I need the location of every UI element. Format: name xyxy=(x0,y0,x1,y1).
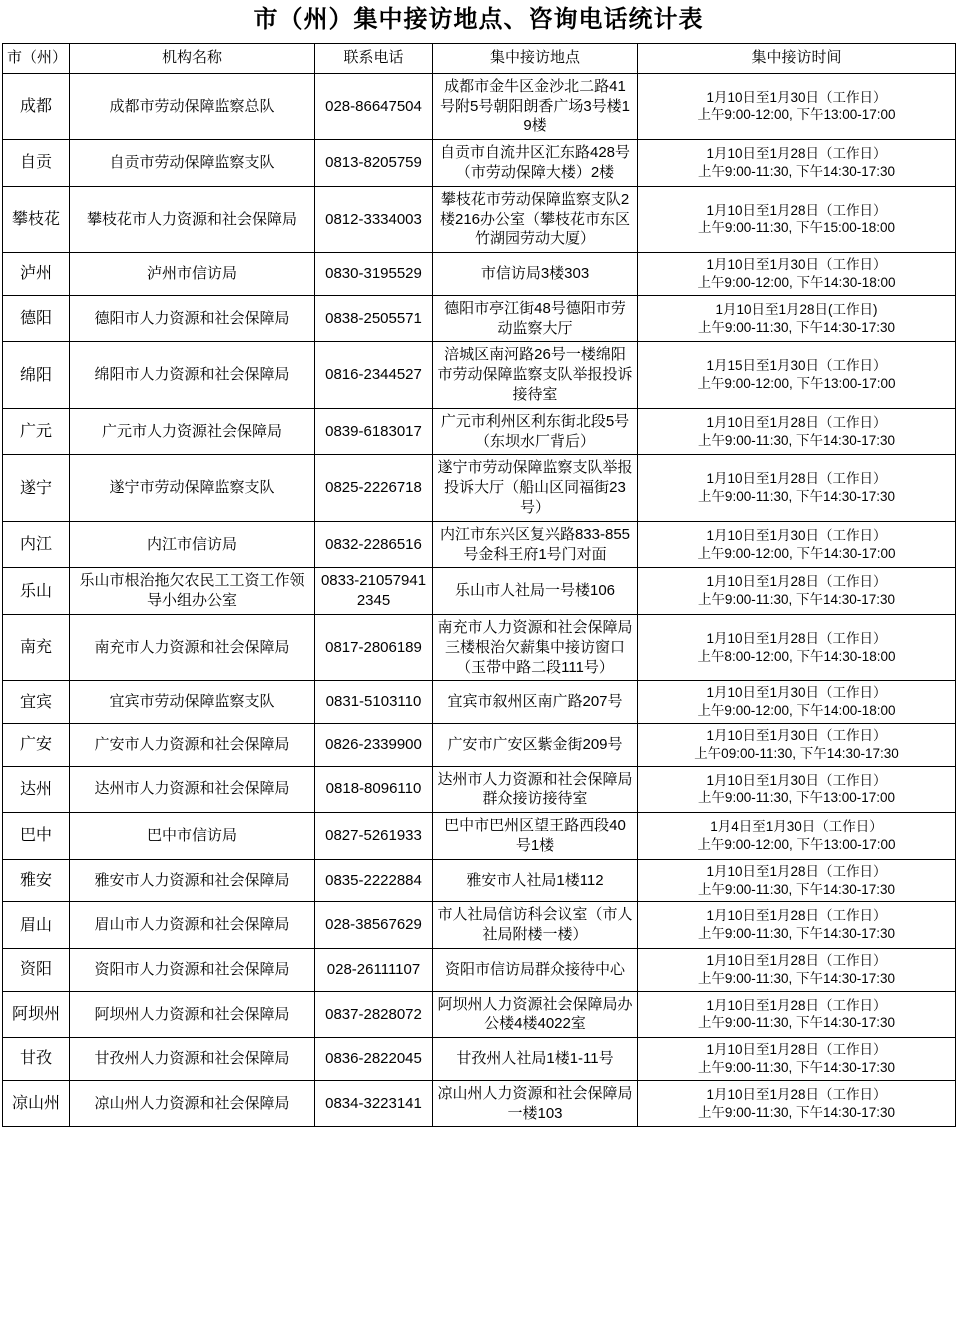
cell-organization: 宜宾市劳动保障监察支队 xyxy=(70,681,315,724)
cell-phone: 0835-2222884 xyxy=(315,859,433,902)
cell-city: 绵阳 xyxy=(3,342,70,408)
cell-location: 达州市人力资源和社会保障局群众接访接待室 xyxy=(433,766,638,813)
cell-time-date-range: 1月10日至1月28日（工作日） xyxy=(706,146,887,162)
cell-phone: 0817-2806189 xyxy=(315,614,433,680)
table-row xyxy=(3,681,956,724)
cell-phone: 0830-3195529 xyxy=(315,253,433,296)
cell-city: 达州 xyxy=(3,766,70,813)
cell-phone: 0816-2344527 xyxy=(315,342,433,408)
column-header-location: 集中接访地点 xyxy=(433,43,638,73)
cell-phone: 0838-2505571 xyxy=(315,295,433,342)
cell-city: 自贡 xyxy=(3,140,70,187)
table-row xyxy=(3,408,956,455)
cell-phone: 028-86647504 xyxy=(315,73,433,139)
cell-time xyxy=(638,902,956,949)
page-title: 市（州）集中接访地点、咨询电话统计表 xyxy=(253,7,704,33)
cell-time-hours: 上午9:00-11:30, 下午14:30-17:30 xyxy=(697,1060,896,1076)
cell-time xyxy=(638,1038,956,1081)
table-row xyxy=(3,1038,956,1081)
cell-city: 巴中 xyxy=(3,813,70,860)
cell-organization: 南充市人力资源和社会保障局 xyxy=(70,614,315,680)
table-row xyxy=(3,766,956,813)
cell-city: 泸州 xyxy=(3,253,70,296)
cell-time xyxy=(638,723,956,766)
cell-organization: 广安市人力资源和社会保障局 xyxy=(70,723,315,766)
cell-time xyxy=(638,568,956,615)
column-header-time: 集中接访时间 xyxy=(638,43,956,73)
cell-time-date-range: 1月10日至1月28日（工作日） xyxy=(706,1042,887,1058)
cell-time xyxy=(638,342,956,408)
cell-time xyxy=(638,859,956,902)
cell-organization: 乐山市根治拖欠农民工工资工作领导小组办公室 xyxy=(70,568,315,615)
cell-location: 成都市金牛区金沙北二路41号附5号朝阳朗香广场3号楼19楼 xyxy=(433,73,638,139)
cell-organization: 内江市信访局 xyxy=(70,521,315,568)
cell-time xyxy=(638,614,956,680)
cell-time-hours: 上午9:00-12:00, 下午14:30-18:00 xyxy=(697,274,896,290)
cell-phone: 0833-210579412345 xyxy=(315,568,433,615)
cell-organization: 绵阳市人力资源和社会保障局 xyxy=(70,342,315,408)
cell-organization: 巴中市信访局 xyxy=(70,813,315,860)
table-row xyxy=(3,902,956,949)
cell-phone: 0839-6183017 xyxy=(315,408,433,455)
column-header-organization: 机构名称 xyxy=(70,43,315,73)
cell-organization: 自贡市劳动保障监察支队 xyxy=(70,140,315,187)
cell-time-date-range: 1月10日至1月30日（工作日） xyxy=(706,527,887,543)
column-header-city: 市（州） xyxy=(3,43,70,73)
table-row xyxy=(3,295,956,342)
table-row xyxy=(3,859,956,902)
cell-organization: 资阳市人力资源和社会保障局 xyxy=(70,949,315,992)
cell-time-hours: 上午8:00-12:00, 下午14:30-18:00 xyxy=(697,648,896,664)
table-row xyxy=(3,521,956,568)
cell-time-date-range: 1月10日至1月28日（工作日） xyxy=(706,953,887,968)
cell-time-date-range: 1月10日至1月28日（工作日） xyxy=(706,202,887,218)
cell-location: 市人社局信访科会议室（市人社局附楼一楼） xyxy=(433,902,638,949)
cell-location: 巴中市巴州区望王路西段40号1楼 xyxy=(433,813,638,860)
cell-city: 宜宾 xyxy=(3,681,70,724)
cell-phone: 0827-5261933 xyxy=(315,813,433,860)
cell-time xyxy=(638,253,956,296)
cell-time xyxy=(638,295,956,342)
cell-time-hours: 上午09:00-11:30, 下午14:30-17:30 xyxy=(694,745,899,761)
cell-time-hours: 上午9:00-11:30, 下午14:30-17:30 xyxy=(697,1015,896,1031)
table-row xyxy=(3,614,956,680)
cell-time-date-range: 1月10日至1月28日（工作日） xyxy=(706,997,887,1013)
cell-time-date-range: 1月10日至1月28日（工作日） xyxy=(706,863,887,879)
cell-time-date-range: 1月10日至1月30日（工作日） xyxy=(706,257,887,273)
table-row xyxy=(3,186,956,252)
cell-phone: 0831-5103110 xyxy=(315,681,433,724)
cell-time xyxy=(638,813,956,860)
cell-time-date-range: 1月10日至1月30日（工作日） xyxy=(706,89,887,105)
cell-time xyxy=(638,455,956,521)
cell-city: 资阳 xyxy=(3,949,70,992)
cell-time xyxy=(638,73,956,139)
table-row xyxy=(3,455,956,521)
cell-city: 遂宁 xyxy=(3,455,70,521)
cell-organization: 德阳市人力资源和社会保障局 xyxy=(70,295,315,342)
cell-time-date-range: 1月10日至1月28日（工作日） xyxy=(706,630,887,646)
cell-organization: 达州市人力资源和社会保障局 xyxy=(70,766,315,813)
cell-location: 自贡市自流井区汇东路428号（市劳动保障大楼）2楼 xyxy=(433,140,638,187)
cell-phone: 0818-8096110 xyxy=(315,766,433,813)
cell-time-date-range: 1月10日至1月28日（工作日） xyxy=(706,414,887,430)
cell-time-hours: 上午9:00-11:30, 下午14:30-17:30 xyxy=(697,926,896,942)
cell-phone: 0836-2822045 xyxy=(315,1038,433,1081)
cell-time-date-range: 1月10日至1月30日（工作日） xyxy=(706,727,887,743)
reception-points-table xyxy=(2,43,956,1128)
cell-location: 阿坝州人力资源社会保障局办公楼4楼4022室 xyxy=(433,991,638,1038)
cell-phone: 028-38567629 xyxy=(315,902,433,949)
cell-phone: 028-26111107 xyxy=(315,949,433,992)
cell-time xyxy=(638,186,956,252)
cell-time-hours: 上午9:00-12:00, 下午14:00-18:00 xyxy=(697,703,896,719)
cell-location: 乐山市人社局一号楼106 xyxy=(433,568,638,615)
cell-organization: 成都市劳动保障监察总队 xyxy=(70,73,315,139)
table-row xyxy=(3,1080,956,1127)
cell-time-hours: 上午9:00-11:30, 下午14:30-17:30 xyxy=(697,970,896,986)
cell-time-hours: 上午9:00-12:00, 下午14:30-17:00 xyxy=(697,545,896,561)
cell-city: 乐山 xyxy=(3,568,70,615)
cell-organization: 阿坝州人力资源和社会保障局 xyxy=(70,991,315,1038)
cell-phone: 0837-2828072 xyxy=(315,991,433,1038)
cell-time-hours: 上午9:00-11:30, 下午14:30-17:30 xyxy=(697,432,896,448)
table-row xyxy=(3,73,956,139)
cell-location: 市信访局3楼303 xyxy=(433,253,638,296)
cell-time-hours: 上午9:00-11:30, 下午14:30-17:30 xyxy=(697,592,896,608)
table-row xyxy=(3,568,956,615)
cell-city: 广安 xyxy=(3,723,70,766)
cell-time-hours: 上午9:00-12:00, 下午13:00-17:00 xyxy=(697,376,896,392)
cell-time-date-range: 1月10日至1月28日（工作日） xyxy=(706,908,887,924)
cell-location: 内江市东兴区复兴路833-855号金科王府1号门对面 xyxy=(433,521,638,568)
cell-location: 雅安市人社局1楼112 xyxy=(433,859,638,902)
table-row xyxy=(3,253,956,296)
cell-city: 攀枝花 xyxy=(3,186,70,252)
cell-city: 眉山 xyxy=(3,902,70,949)
cell-time-date-range: 1月10日至1月28日（工作日） xyxy=(706,471,887,487)
cell-time-hours: 上午9:00-11:30, 下午14:30-17:30 xyxy=(697,489,896,505)
cell-time xyxy=(638,766,956,813)
cell-time-date-range: 1月10日至1月30日（工作日） xyxy=(706,685,887,701)
cell-location: 甘孜州人社局1楼1-11号 xyxy=(433,1038,638,1081)
cell-organization: 泸州市信访局 xyxy=(70,253,315,296)
cell-phone: 0812-3334003 xyxy=(315,186,433,252)
table-row xyxy=(3,723,956,766)
cell-time-date-range: 1月15日至1月30日（工作日） xyxy=(706,358,887,374)
cell-time-date-range: 1月10日至1月28日（工作日） xyxy=(706,1086,887,1102)
table-row xyxy=(3,342,956,408)
cell-time-hours: 上午9:00-11:30, 下午14:30-17:30 xyxy=(697,1104,896,1120)
cell-organization: 攀枝花市人力资源和社会保障局 xyxy=(70,186,315,252)
cell-time-date-range: 1月10日至1月28日（工作日） xyxy=(706,574,887,590)
table-row xyxy=(3,140,956,187)
cell-location: 攀枝花市劳动保障监察支队2楼216办公室（攀枝花市东区竹湖园劳动大厦） xyxy=(433,186,638,252)
cell-phone: 0825-2226718 xyxy=(315,455,433,521)
cell-phone: 0826-2339900 xyxy=(315,723,433,766)
cell-time xyxy=(638,949,956,992)
cell-time xyxy=(638,521,956,568)
cell-organization: 甘孜州人力资源和社会保障局 xyxy=(70,1038,315,1081)
cell-location: 涪城区南河路26号一楼绵阳市劳动保障监察支队举报投诉接待室 xyxy=(433,342,638,408)
cell-city: 内江 xyxy=(3,521,70,568)
cell-time-hours: 上午9:00-11:30, 下午15:00-18:00 xyxy=(697,220,896,236)
cell-location: 凉山州人力资源和社会保障局一楼103 xyxy=(433,1080,638,1127)
cell-city: 阿坝州 xyxy=(3,991,70,1038)
table-header-row xyxy=(3,43,956,73)
cell-organization: 眉山市人力资源和社会保障局 xyxy=(70,902,315,949)
cell-time xyxy=(638,991,956,1038)
cell-time-hours: 上午9:00-11:30, 下午13:00-17:00 xyxy=(697,790,896,806)
cell-time xyxy=(638,681,956,724)
cell-location: 广安市广安区紫金街209号 xyxy=(433,723,638,766)
table-row xyxy=(3,813,956,860)
cell-phone: 0834-3223141 xyxy=(315,1080,433,1127)
cell-organization: 广元市人力资源社会保障局 xyxy=(70,408,315,455)
cell-city: 雅安 xyxy=(3,859,70,902)
cell-city: 成都 xyxy=(3,73,70,139)
cell-location: 资阳市信访局群众接待中心 xyxy=(433,949,638,992)
cell-time-hours: 上午9:00-11:30, 下午14:30-17:30 xyxy=(697,881,896,897)
cell-city: 德阳 xyxy=(3,295,70,342)
cell-time-date-range: 1月10日至1月30日（工作日） xyxy=(706,772,887,788)
cell-time xyxy=(638,140,956,187)
cell-time-date-range: 1月4日至1月30日（工作日） xyxy=(710,819,883,835)
cell-time-hours: 上午9:00-12:00, 下午13:00-17:00 xyxy=(697,836,896,852)
cell-location: 南充市人力资源和社会保障局三楼根治欠薪集中接访窗口（玉带中路二段111号） xyxy=(433,614,638,680)
cell-phone: 0813-8205759 xyxy=(315,140,433,187)
cell-time-hours: 上午9:00-11:30, 下午14:30-17:30 xyxy=(697,163,896,179)
cell-city: 凉山州 xyxy=(3,1080,70,1127)
cell-city: 广元 xyxy=(3,408,70,455)
table-row xyxy=(3,949,956,992)
cell-location: 德阳市亭江街48号德阳市劳动监察大厅 xyxy=(433,295,638,342)
column-header-phone: 联系电话 xyxy=(315,43,433,73)
cell-location: 遂宁市劳动保障监察支队举报投诉大厅（船山区同福街23号） xyxy=(433,455,638,521)
cell-time-hours: 上午9:00-12:00, 下午13:00-17:00 xyxy=(697,107,896,123)
cell-time-date-range: 1月10日至1月28日(工作日) xyxy=(715,301,878,317)
cell-time xyxy=(638,1080,956,1127)
cell-organization: 雅安市人力资源和社会保障局 xyxy=(70,859,315,902)
cell-time xyxy=(638,408,956,455)
cell-city: 南充 xyxy=(3,614,70,680)
table-row xyxy=(3,991,956,1038)
cell-location: 宜宾市叙州区南广路207号 xyxy=(433,681,638,724)
cell-phone: 0832-2286516 xyxy=(315,521,433,568)
cell-location: 广元市利州区利东街北段5号（东坝水厂背后） xyxy=(433,408,638,455)
cell-city: 甘孜 xyxy=(3,1038,70,1081)
cell-organization: 遂宁市劳动保障监察支队 xyxy=(70,455,315,521)
cell-organization: 凉山州人力资源和社会保障局 xyxy=(70,1080,315,1127)
cell-time-hours: 上午9:00-11:30, 下午14:30-17:30 xyxy=(697,319,896,335)
